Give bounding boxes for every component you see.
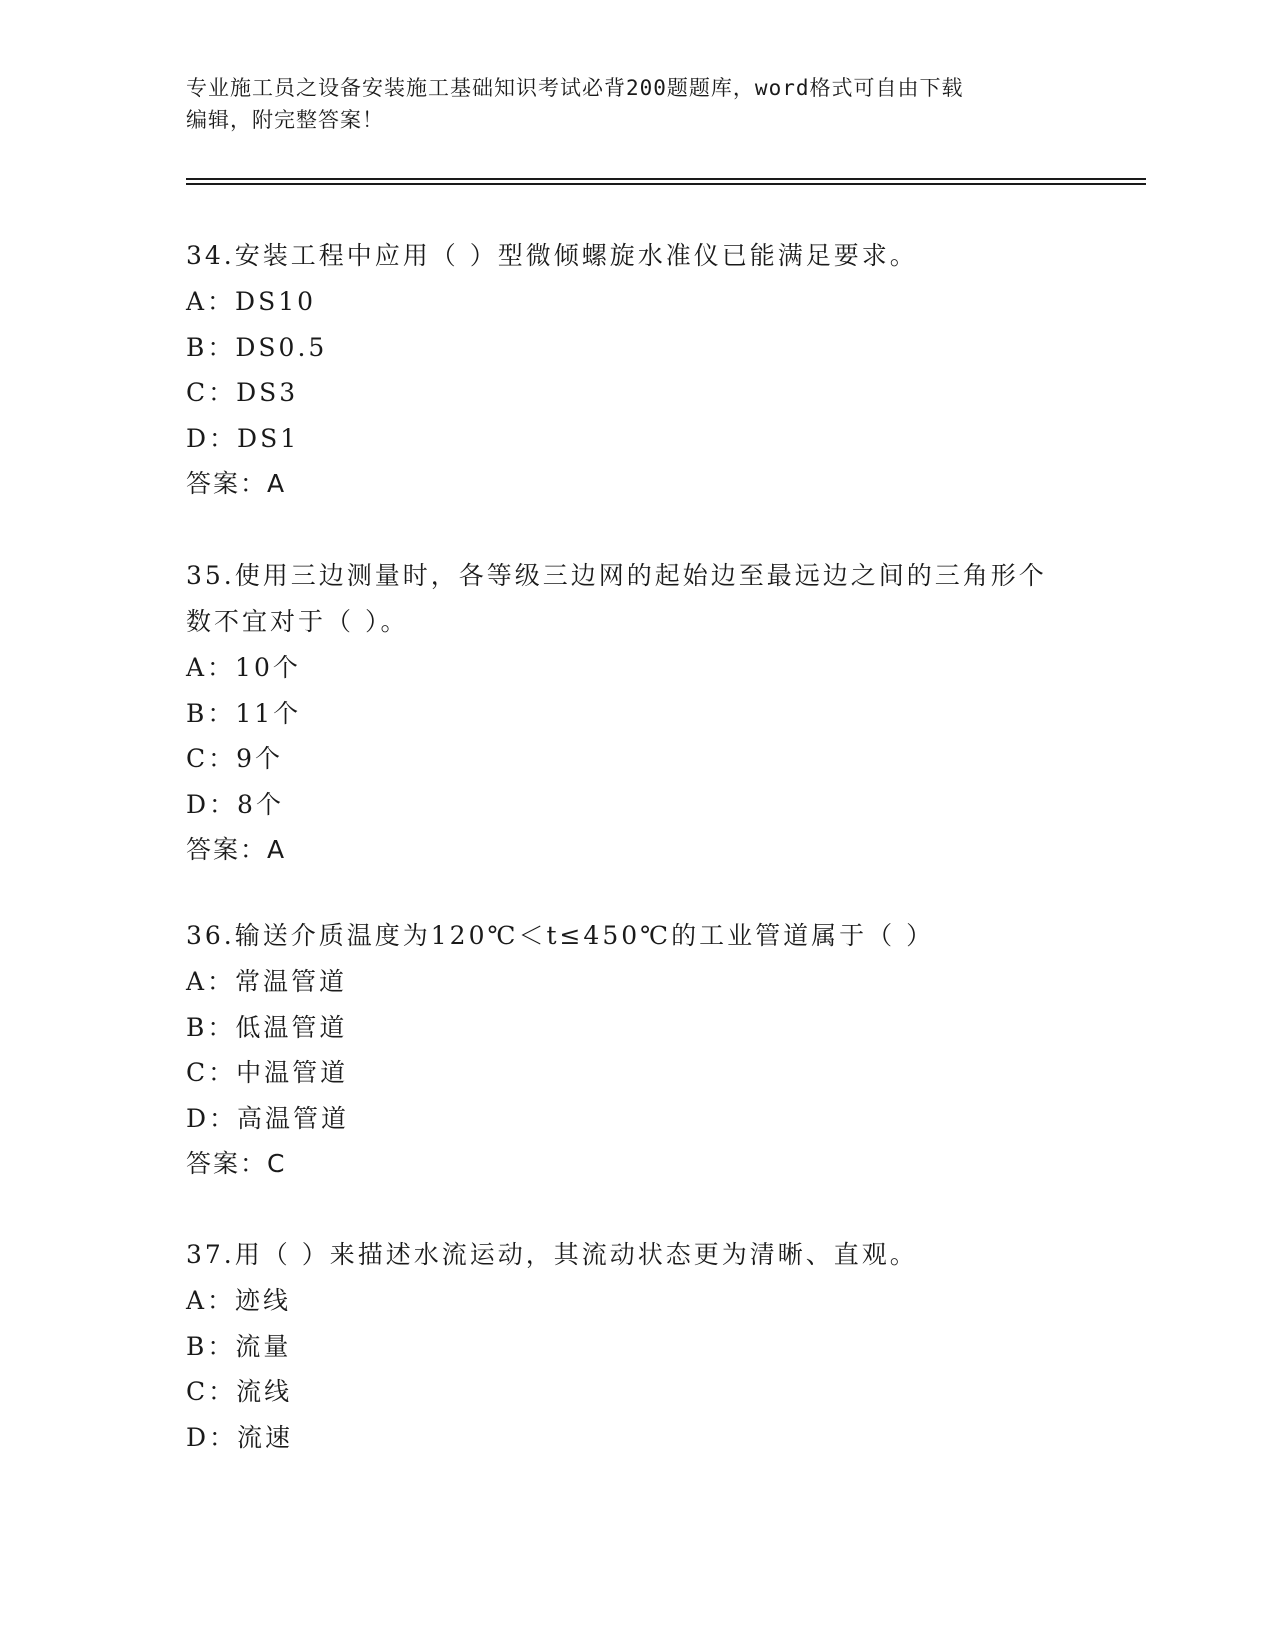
option-c: C：中温管道 [186,1058,349,1087]
option-d: D：8个 [186,789,284,819]
option-d: D：流速 [186,1422,294,1452]
header-line-1: 专业施工员之设备安装施工基础知识考试必背200题题库，word格式可自由下载 [186,76,964,100]
answer: 答案：C [186,1149,287,1178]
option-c: C：9个 [186,744,284,773]
option-a: A：DS10 [186,287,317,316]
answer: 答案：A [186,835,287,864]
option-a: A：迹线 [186,1286,292,1315]
question-stem-line-2: 数不宜对于（ ）。 [186,607,409,636]
document-header [186,72,1086,136]
question-36 [186,913,1086,1186]
option-a: A：常温管道 [186,967,348,996]
option-c: C：DS3 [186,378,299,407]
question-35 [186,553,1086,872]
option-b: B：流量 [186,1331,292,1361]
answer: 答案：A [186,469,287,498]
question-37 [186,1232,1086,1460]
option-b: B：11个 [186,698,302,728]
header-line-2: 编辑，附完整答案！ [186,108,384,132]
question-34 [186,233,1086,506]
question-stem: 36.输送介质温度为120℃＜t≤450℃的工业管道属于（ ） [186,921,935,950]
question-stem: 34.安装工程中应用（ ）型微倾螺旋水准仪已能满足要求。 [186,241,918,270]
question-stem: 37.用（ ）来描述水流运动，其流动状态更为清晰、直观。 [186,1240,918,1269]
question-stem-line-1: 35.使用三边测量时，各等级三边网的起始边至最远边之间的三角形个 [186,561,1047,590]
option-a: A：10个 [186,653,301,682]
header-divider-top [186,178,1146,180]
option-c: C：流线 [186,1377,293,1406]
option-d: D：DS1 [186,423,300,453]
option-d: D：高温管道 [186,1103,350,1133]
option-b: B：低温管道 [186,1012,348,1042]
option-b: B：DS0.5 [186,332,328,362]
header-divider-bottom [186,183,1146,185]
